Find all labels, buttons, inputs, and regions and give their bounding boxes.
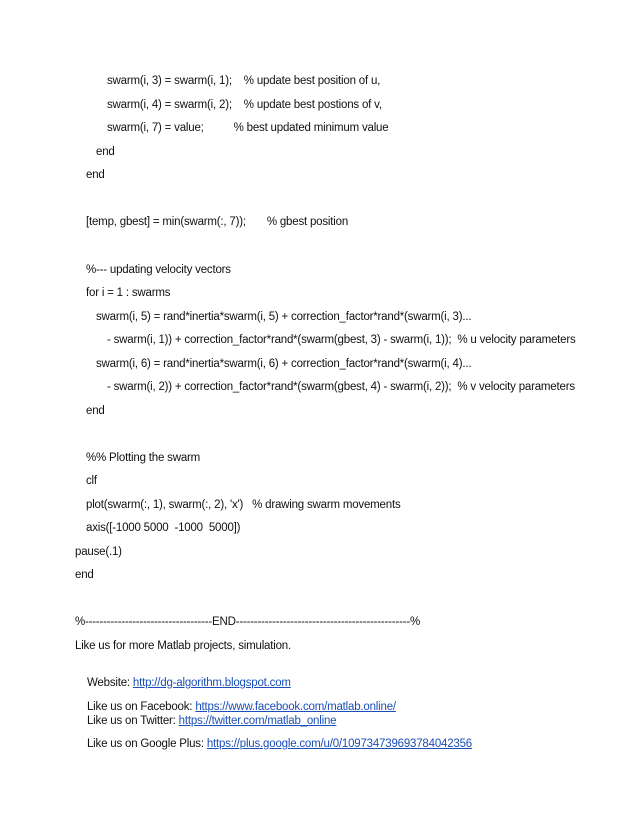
code-line: plot(swarm(:, 1), swarm(:, 2), 'x') % drawing swarm movements bbox=[86, 499, 401, 511]
website-link[interactable]: http://dg-algorithm.blogspot.com bbox=[132, 677, 291, 689]
code-line: for i = 1 : swarms bbox=[86, 287, 171, 299]
code-line: end bbox=[75, 569, 94, 581]
code-line: clf bbox=[86, 475, 97, 487]
code-line: end bbox=[96, 146, 115, 158]
code-line: end bbox=[86, 405, 105, 417]
twitter-label: Like us on Twitter: bbox=[86, 715, 179, 727]
code-line: - swarm(i, 2)) + correction_factor*rand*(swarm(gbest, 4) - swarm(i, 2)); % v velocity parameters bbox=[107, 381, 575, 393]
code-line: swarm(i, 6) = rand*inertia*swarm(i, 6) + correction_factor*rand*(swarm(i, 4)... bbox=[96, 358, 472, 370]
googleplus-line bbox=[75, 723, 472, 765]
code-line: swarm(i, 4) = swarm(i, 2); % update best postions of v, bbox=[107, 99, 382, 111]
googleplus-link[interactable]: https://plus.google.com/u/0/109734739693784042356 bbox=[206, 738, 472, 750]
code-line: pause(.1) bbox=[75, 546, 122, 558]
code-line: axis([-1000 5000 -1000 5000]) bbox=[86, 522, 241, 534]
facebook-label: Like us on Facebook: bbox=[86, 701, 196, 713]
code-line: swarm(i, 7) = value; % best updated minimum value bbox=[107, 122, 389, 134]
like-text: Like us for more Matlab projects, simulation. bbox=[75, 640, 291, 652]
code-line: [temp, gbest] = min(swarm(:, 7)); % gbest position bbox=[86, 216, 349, 228]
end-divider: %-----------------------------------END------------------------------------------------% bbox=[75, 616, 420, 628]
code-line: swarm(i, 5) = rand*inertia*swarm(i, 5) + correction_factor*rand*(swarm(i, 3)... bbox=[96, 311, 472, 323]
code-line: %% Plotting the swarm bbox=[86, 452, 201, 464]
code-line: %--- updating velocity vectors bbox=[86, 264, 231, 276]
googleplus-label: Like us on Google Plus: bbox=[86, 738, 207, 750]
code-line: end bbox=[86, 169, 105, 181]
code-line: - swarm(i, 1)) + correction_factor*rand*(swarm(gbest, 3) - swarm(i, 1)); % u velocity parameters bbox=[107, 334, 576, 346]
twitter-link[interactable]: https://twitter.com/matlab_online bbox=[178, 715, 337, 727]
facebook-link[interactable]: https://www.facebook.com/matlab.online/ bbox=[195, 701, 396, 713]
code-line: swarm(i, 3) = swarm(i, 1); % update best position of u, bbox=[107, 75, 381, 87]
website-label: Website: bbox=[86, 677, 133, 689]
